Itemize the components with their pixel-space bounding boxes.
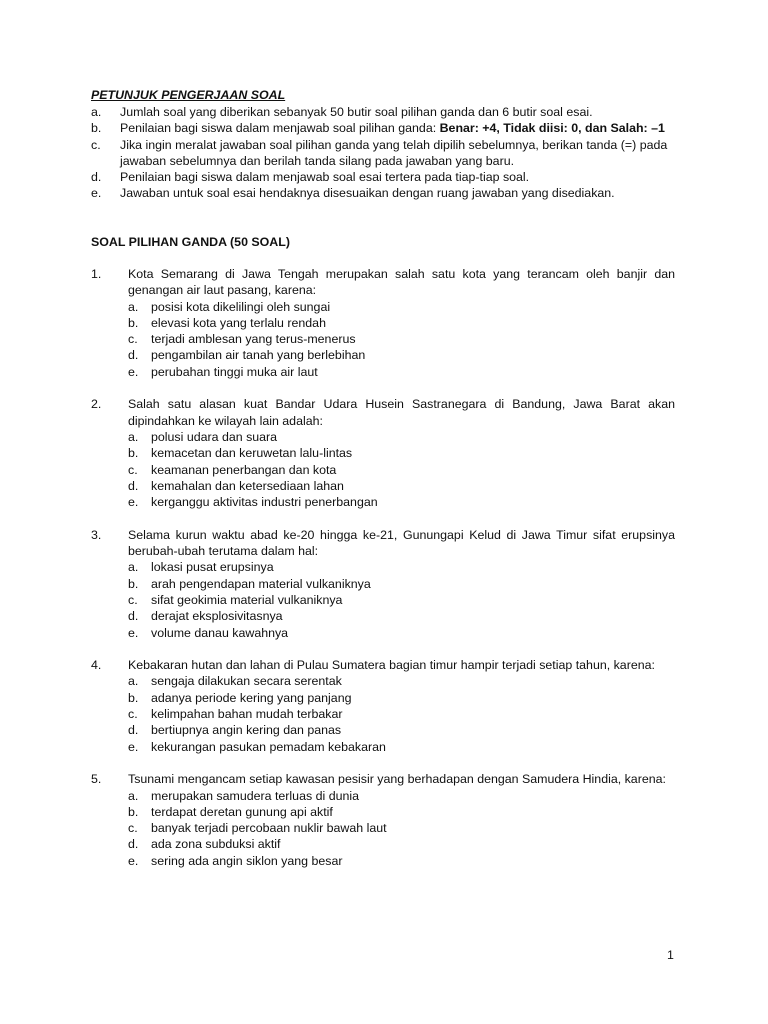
answer-option <box>128 315 675 331</box>
answer-option <box>128 706 675 722</box>
instruction-text-wrapper <box>120 120 691 136</box>
option-letter: d. <box>128 609 139 624</box>
question-3 <box>91 527 675 641</box>
option-letter: c. <box>128 592 138 607</box>
option-text: sifat geokimia material vulkaniknya <box>151 592 343 607</box>
option-letter: d. <box>128 478 139 493</box>
option-text: polusi udara dan suara <box>151 429 278 444</box>
option-letter: a. <box>128 674 139 689</box>
question-text: Kebakaran hutan dan lahan di Pulau Sumatera bagian timur hampir terjadi setiap tahun, karena: <box>128 658 655 673</box>
option-text: arah pengendapan material vulkaniknya <box>151 576 371 591</box>
option-letter: d. <box>128 723 139 738</box>
option-text: terdapat deretan gunung api aktif <box>151 804 333 819</box>
section-title: SOAL PILIHAN GANDA (50 SOAL) <box>91 235 290 249</box>
instruction-text: Jika ingin meralat jawaban soal pilihan ganda yang telah dipilih sebelumnya, berikan tanda (=) pada jawaban sebelumnya dan berilah tanda silang pada jawaban yang baru. <box>120 137 668 168</box>
answer-option <box>128 739 675 755</box>
question-body <box>128 771 675 869</box>
option-text: ada zona subduksi aktif <box>151 837 281 852</box>
question-number: 2. <box>91 397 102 412</box>
instruction-item <box>91 185 691 201</box>
option-text: kemahalan dan ketersediaan lahan <box>151 478 344 493</box>
answer-option <box>128 722 675 738</box>
instruction-text: Penilaian bagi siswa dalam menjawab soal esai tertera pada tiap-tiap soal. <box>120 170 530 185</box>
instruction-letter: e. <box>91 186 102 201</box>
option-letter: a. <box>128 560 139 575</box>
question-number: 3. <box>91 527 102 542</box>
option-letter: b. <box>128 576 139 591</box>
question-number: 4. <box>91 658 102 673</box>
instruction-item <box>91 169 691 185</box>
option-letter: e. <box>128 625 139 640</box>
option-text: perubahan tinggi muka air laut <box>151 364 318 379</box>
answer-option <box>128 299 675 315</box>
option-letter: c. <box>128 707 138 722</box>
option-text: kelimpahan bahan mudah terbakar <box>151 707 343 722</box>
option-text: keamanan penerbangan dan kota <box>151 462 337 477</box>
instruction-letter: a. <box>91 105 102 119</box>
option-text: banyak terjadi percobaan nuklir bawah laut <box>151 821 387 836</box>
option-letter: a. <box>128 788 139 803</box>
instruction-text: Jumlah soal yang diberikan sebanyak 50 butir soal pilihan ganda dan 6 butir soal esai. <box>120 105 593 119</box>
answer-option <box>128 331 675 347</box>
instruction-item <box>91 137 691 170</box>
answer-option <box>128 462 675 478</box>
instruction-item <box>91 120 691 136</box>
answer-option <box>128 494 675 510</box>
answer-option <box>128 592 675 608</box>
option-letter: e. <box>128 853 139 868</box>
question-body <box>128 657 675 755</box>
instruction-letter: c. <box>91 137 101 152</box>
answer-option <box>128 804 675 820</box>
question-text: Tsunami mengancam setiap kawasan pesisir yang berhadapan dengan Samudera Hindia, karena: <box>128 772 666 787</box>
instruction-text: Penilaian bagi siswa dalam menjawab soal pilihan ganda: <box>120 121 440 136</box>
option-letter: a. <box>128 299 139 314</box>
answer-option <box>128 347 675 363</box>
question-body <box>128 266 675 380</box>
answer-option <box>128 478 675 494</box>
answer-option <box>128 608 675 624</box>
answer-option <box>128 429 675 445</box>
question-text: Selama kurun waktu abad ke-20 hingga ke-21, Gunungapi Kelud di Jawa Timur sifat erupsinya berubah-ubah terutama dalam hal: <box>128 527 675 559</box>
option-text: kerganggu aktivitas industri penerbangan <box>151 495 378 510</box>
instruction-item <box>91 104 691 120</box>
instructions-title: PETUNJUK PENGERJAAN SOAL <box>91 88 286 102</box>
question-body <box>128 396 675 510</box>
question-1 <box>91 266 675 380</box>
option-text: volume danau kawahnya <box>151 625 289 640</box>
answer-option <box>128 625 675 641</box>
option-letter: b. <box>128 446 139 461</box>
option-text: merupakan samudera terluas di dunia <box>151 788 360 803</box>
question-text: Kota Semarang di Jawa Tengah merupakan salah satu kota yang terancam oleh banjir dan genangan air laut pasang, karena: <box>128 267 675 298</box>
option-letter: b. <box>128 315 139 330</box>
answer-option <box>128 690 675 706</box>
option-letter: e. <box>128 364 139 379</box>
instruction-letter: d. <box>91 170 102 185</box>
answer-option <box>128 445 675 461</box>
answer-option <box>128 853 675 869</box>
instruction-letter: b. <box>91 121 102 136</box>
answer-option <box>128 788 675 804</box>
option-text: pengambilan air tanah yang berlebihan <box>151 348 366 363</box>
option-text: elevasi kota yang terlalu rendah <box>151 315 326 330</box>
answer-option <box>128 673 675 689</box>
answer-option <box>128 836 675 852</box>
question-5 <box>91 771 675 869</box>
question-text: Salah satu alasan kuat Bandar Udara Husein Sastranegara di Bandung, Jawa Barat akan dipindahkan ke wilayah lain adalah: <box>128 397 675 428</box>
question-4 <box>91 657 675 755</box>
option-letter: c. <box>128 462 138 477</box>
option-letter: c. <box>128 332 138 347</box>
option-letter: e. <box>128 739 139 754</box>
option-text: bertiupnya angin kering dan panas <box>151 723 342 738</box>
answer-option <box>128 364 675 380</box>
option-text: kemacetan dan keruwetan lalu-lintas <box>151 446 353 461</box>
option-letter: a. <box>128 429 139 444</box>
page-number: 1 <box>667 948 674 962</box>
option-text: terjadi amblesan yang terus-menerus <box>151 332 356 347</box>
option-text: sengaja dilakukan secara serentak <box>151 674 342 689</box>
question-2 <box>91 396 675 510</box>
question-body <box>128 527 675 641</box>
answer-option <box>128 576 675 592</box>
answer-option <box>128 820 675 836</box>
instructions-list <box>91 104 691 202</box>
option-letter: b. <box>128 690 139 705</box>
option-letter: c. <box>128 821 138 836</box>
option-letter: d. <box>128 348 139 363</box>
instruction-text: Jawaban untuk soal esai hendaknya disesuaikan dengan ruang jawaban yang disediakan. <box>120 186 615 201</box>
question-number: 5. <box>91 772 102 787</box>
option-text: adanya periode kering yang panjang <box>151 690 352 705</box>
option-letter: d. <box>128 837 139 852</box>
option-text: sering ada angin siklon yang besar <box>151 853 343 868</box>
option-text: derajat eksplosivitasnya <box>151 609 283 624</box>
question-list <box>91 266 675 885</box>
option-text: kekurangan pasukan pemadam kebakaran <box>151 739 386 754</box>
option-letter: e. <box>128 495 139 510</box>
answer-option <box>128 559 675 575</box>
option-text: lokasi pusat erupsinya <box>151 560 274 575</box>
option-text: posisi kota dikelilingi oleh sungai <box>151 299 331 314</box>
option-letter: b. <box>128 804 139 819</box>
scoring-rule-text: Benar: +4, Tidak diisi: 0, dan Salah: –1 <box>439 121 665 136</box>
question-number: 1. <box>91 267 102 281</box>
